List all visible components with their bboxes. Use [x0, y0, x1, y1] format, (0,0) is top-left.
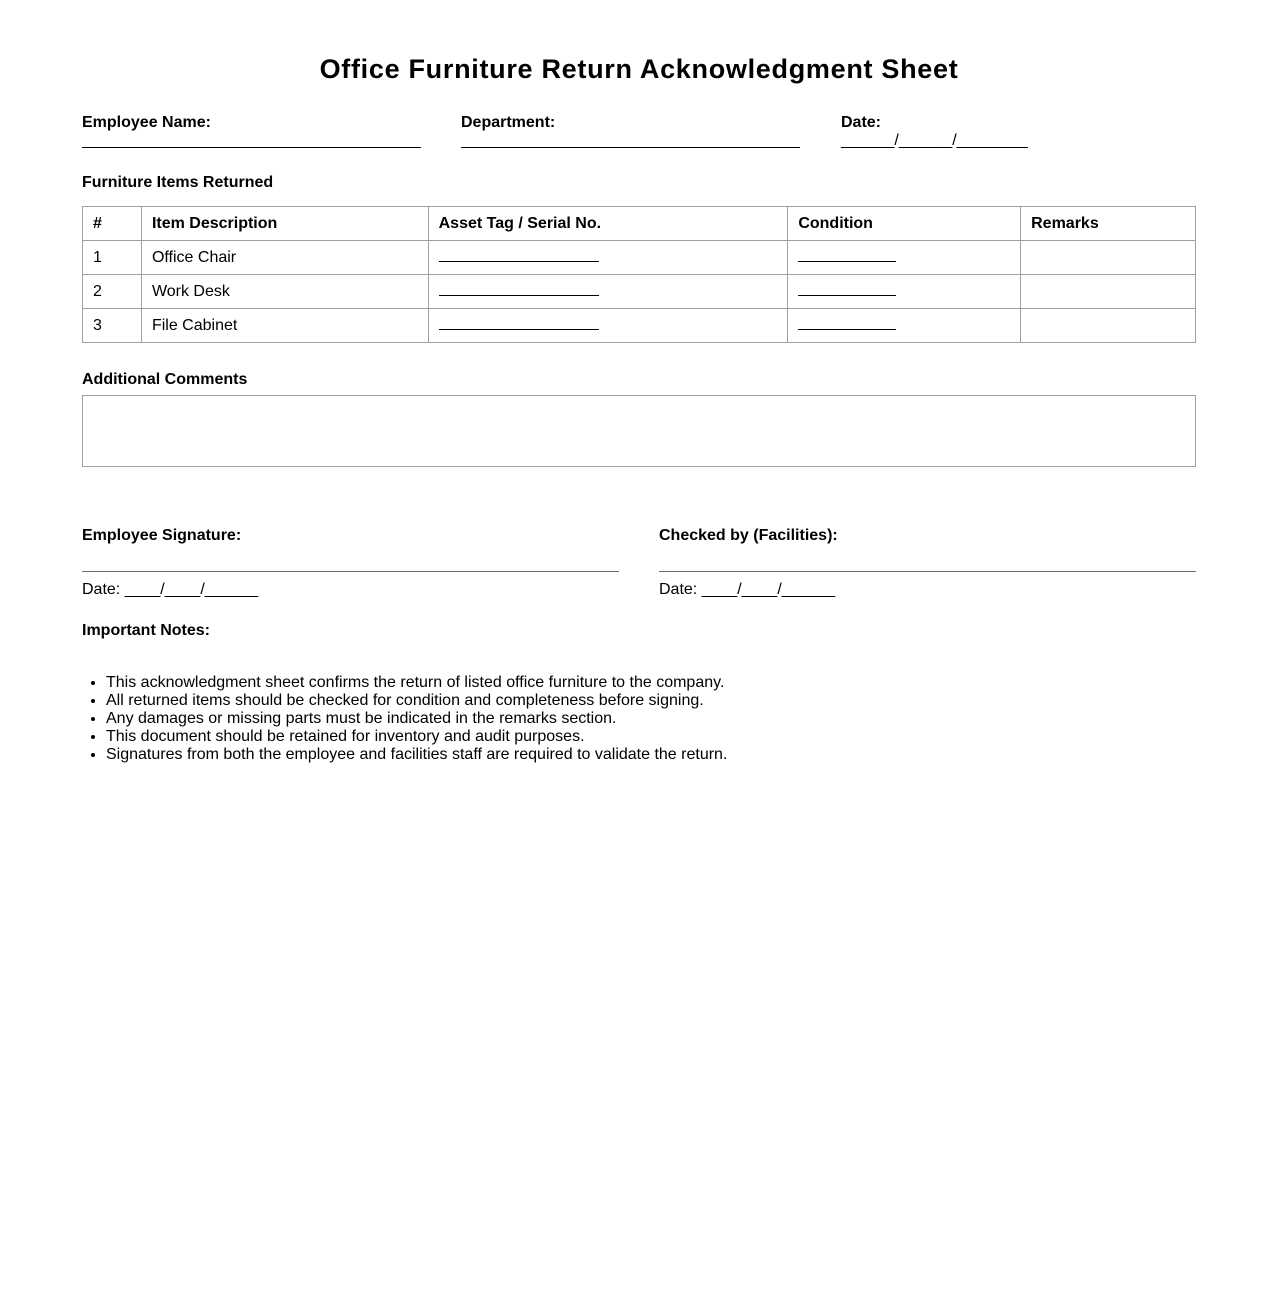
department-line[interactable]: [461, 147, 800, 148]
asset-tag-cell[interactable]: [428, 309, 788, 343]
asset-tag-blank[interactable]: [439, 317, 599, 330]
date-field[interactable]: [841, 113, 1041, 149]
date-blanks[interactable]: ______/______/________: [841, 132, 1028, 149]
list-item: • Any damages or missing parts must be indicated in the remarks section.: [106, 710, 727, 728]
row-number: 3: [83, 309, 142, 343]
table-row: [83, 241, 1196, 275]
table-row: [83, 275, 1196, 309]
remarks-cell[interactable]: [1021, 241, 1196, 275]
table-header-row: [83, 207, 1196, 241]
employee-name-line[interactable]: [82, 147, 421, 148]
list-item: • This acknowledgment sheet confirms the return of listed office furniture to the company.: [106, 674, 727, 692]
asset-tag-blank[interactable]: [439, 249, 599, 262]
items-table: [82, 206, 1196, 343]
list-item: • All returned items should be checked for condition and completeness before signing.: [106, 692, 727, 710]
row-description: File Cabinet: [141, 309, 428, 343]
department-label: Department:: [461, 114, 556, 131]
employee-signature-line[interactable]: [82, 571, 619, 572]
employee-signature-block: [82, 526, 619, 598]
remarks-cell[interactable]: [1021, 309, 1196, 343]
col-header-condition: Condition: [788, 207, 1021, 241]
condition-blank[interactable]: [798, 317, 896, 330]
notes-list: [82, 674, 727, 764]
condition-blank[interactable]: [798, 283, 896, 296]
col-header-description: Item Description: [141, 207, 428, 241]
notes-heading: Important Notes:: [82, 622, 210, 639]
row-description: Office Chair: [141, 241, 428, 275]
remarks-cell[interactable]: [1021, 275, 1196, 309]
condition-blank[interactable]: [798, 249, 896, 262]
col-header-number: #: [83, 207, 142, 241]
table-row: [83, 309, 1196, 343]
employee-signature-label: Employee Signature:: [82, 527, 242, 544]
employee-name-label: Employee Name:: [82, 114, 211, 131]
condition-cell[interactable]: [788, 241, 1021, 275]
row-number: 2: [83, 275, 142, 309]
list-item: • Signatures from both the employee and facilities staff are required to validate the return.: [106, 746, 727, 764]
row-number: 1: [83, 241, 142, 275]
comments-box[interactable]: [82, 395, 1196, 467]
col-header-asset-tag: Asset Tag / Serial No.: [428, 207, 788, 241]
asset-tag-cell[interactable]: [428, 241, 788, 275]
date-label: Date:: [841, 114, 882, 131]
asset-tag-cell[interactable]: [428, 275, 788, 309]
facilities-signature-line[interactable]: [659, 571, 1196, 572]
employee-signature-date[interactable]: Date: ____/____/______: [82, 581, 259, 598]
facilities-signature-date[interactable]: Date: ____/____/______: [659, 581, 836, 598]
facilities-signature-label: Checked by (Facilities):: [659, 527, 838, 544]
condition-cell[interactable]: [788, 275, 1021, 309]
items-heading: Furniture Items Returned: [82, 174, 274, 191]
asset-tag-blank[interactable]: [439, 283, 599, 296]
condition-cell[interactable]: [788, 309, 1021, 343]
col-header-remarks: Remarks: [1021, 207, 1196, 241]
page-title: Office Furniture Return Acknowledgment Sheet: [319, 54, 959, 84]
department-field[interactable]: [461, 113, 800, 132]
comments-heading: Additional Comments: [82, 371, 248, 388]
row-description: Work Desk: [141, 275, 428, 309]
employee-name-field[interactable]: [82, 113, 421, 132]
list-item: • This document should be retained for inventory and audit purposes.: [106, 728, 727, 746]
facilities-signature-block: [659, 526, 1196, 598]
